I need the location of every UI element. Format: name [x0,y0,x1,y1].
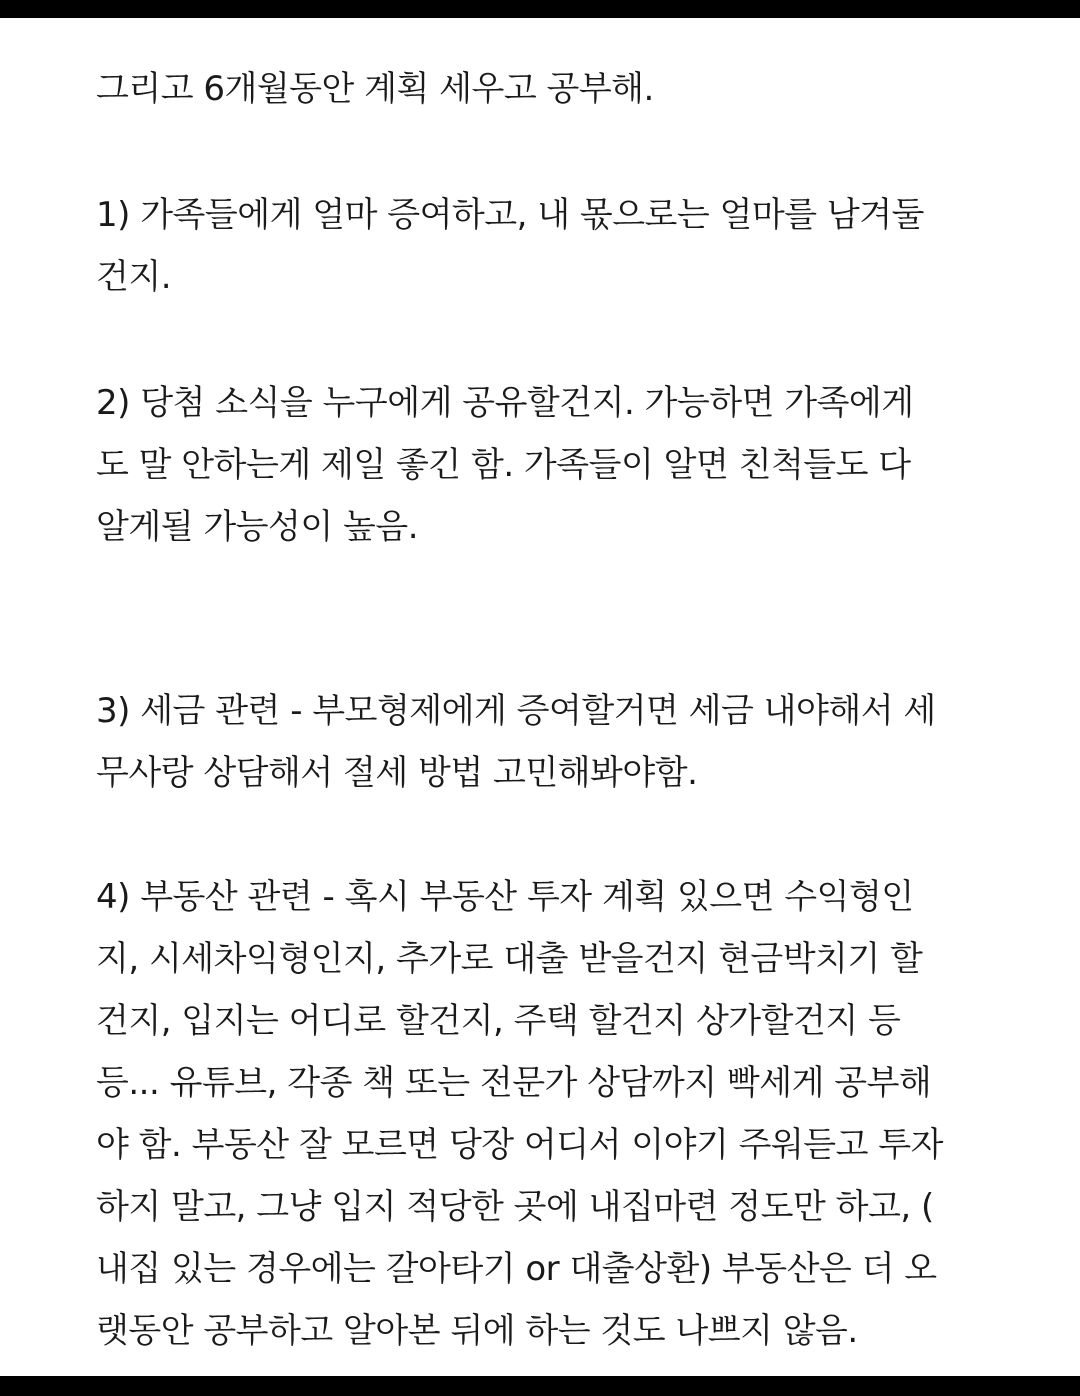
text-line: 야 함. 부동산 잘 모르면 당장 어디서 이야기 주워듣고 투자 [96,1125,943,1165]
item-3-paragraph [96,680,936,804]
text-line: 1) 가족들에게 얼마 증여하고, 내 몫으로는 얼마를 남겨둘 [96,195,924,235]
text-line: 무사랑 상담해서 절세 방법 고민해봐야함. [96,753,698,793]
text-line: 4) 부동산 관련 - 혹시 부동산 투자 계획 있으면 수익형인 [96,877,914,917]
item-1-paragraph [96,184,924,308]
text-line: 알게될 가능성이 높음. [96,507,419,547]
intro-paragraph [96,58,654,120]
text-line: 등... 유튜브, 각종 책 또는 전문가 상담까지 빡세게 공부해 [96,1063,932,1103]
text-line: 랫동안 공부하고 알아본 뒤에 하는 것도 나쁘지 않음. [96,1311,858,1351]
text-line: 3) 세금 관련 - 부모형제에게 증여할거면 세금 내야해서 세 [96,691,936,731]
text-line: 2) 당첨 소식을 누구에게 공유할건지. 가능하면 가족에게 [96,383,914,423]
text-line: 그리고 6개월동안 계획 세우고 공부해. [96,69,654,109]
text-line: 건지. [96,257,171,297]
text-line: 도 말 안하는게 제일 좋긴 함. 가족들이 알면 친척들도 다 [96,445,911,485]
item-4-paragraph [96,866,943,1362]
document-page [0,18,1080,1376]
text-line: 내집 있는 경우에는 갈아타기 or 대출상환) 부동산은 더 오 [96,1249,937,1289]
text-line: 하지 말고, 그냥 입지 적당한 곳에 내집마련 정도만 하고, ( [96,1187,934,1227]
item-2-paragraph [96,372,914,558]
text-line: 지, 시세차익형인지, 추가로 대출 받을건지 현금박치기 할 [96,939,923,979]
text-line: 건지, 입지는 어디로 할건지, 주택 할건지 상가할건지 등 [96,1001,901,1041]
